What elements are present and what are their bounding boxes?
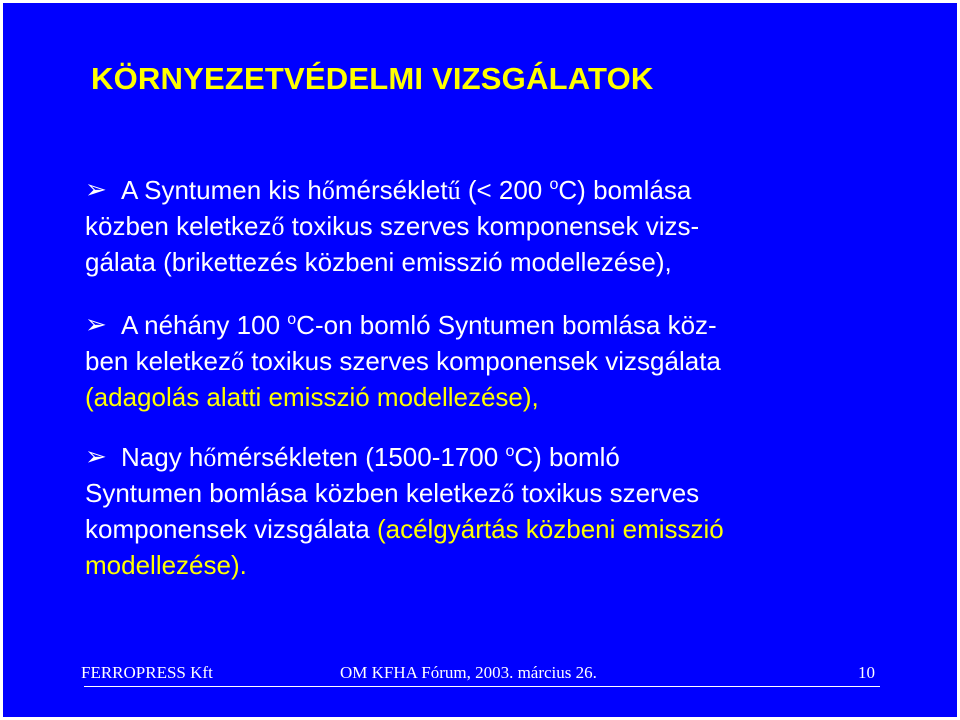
bullet-line: modellezése). — [85, 550, 247, 580]
footer-page-number: 10 — [858, 663, 875, 682]
slide-title: KÖRNYEZETVÉDELMI VIZSGÁLATOK — [91, 61, 654, 96]
bullet-line: (adagolás alatti emisszió modellezése), — [85, 382, 539, 412]
bullet-line: Syntumen bomlása közben keletkező toxikus szerves — [85, 478, 700, 508]
bullet-item-1 — [85, 172, 885, 280]
bullet-line: ➢ A Syntumen kis hőmérsékletű (< 200 $^o$C) bomlása — [85, 172, 885, 208]
arrowhead-bullet-icon: ➢ — [85, 175, 107, 205]
bullet-line: ➢ A néhány 100 $^o$C-on bomló Syntumen bomlása köz- — [85, 307, 885, 343]
bullet-line: gálata (brikettezés közbeni emisszió modellezése), — [85, 247, 672, 277]
bullet-line: közben keletkező toxikus szerves komponensek vizs- — [85, 211, 700, 241]
footer-company: FERROPRESS Kft — [81, 663, 213, 682]
bullet-item-2 — [85, 307, 885, 415]
bullet-line: ➢ Nagy hőmérsékleten (1500-1700 $^o$C) bomló — [85, 439, 885, 475]
bullet-line: komponensek vizsgálata (acélgyártás közbeni emisszió — [85, 514, 724, 544]
arrowhead-bullet-icon: ➢ — [85, 310, 107, 340]
footer-event: OM KFHA Fórum, 2003. március 26. — [340, 663, 597, 682]
footer-divider — [84, 686, 880, 687]
slide — [3, 3, 957, 717]
arrowhead-bullet-icon: ➢ — [85, 442, 107, 472]
bullet-item-3 — [85, 439, 885, 583]
bullet-line: ben keletkező toxikus szerves komponensek vizsgálata — [85, 346, 721, 376]
